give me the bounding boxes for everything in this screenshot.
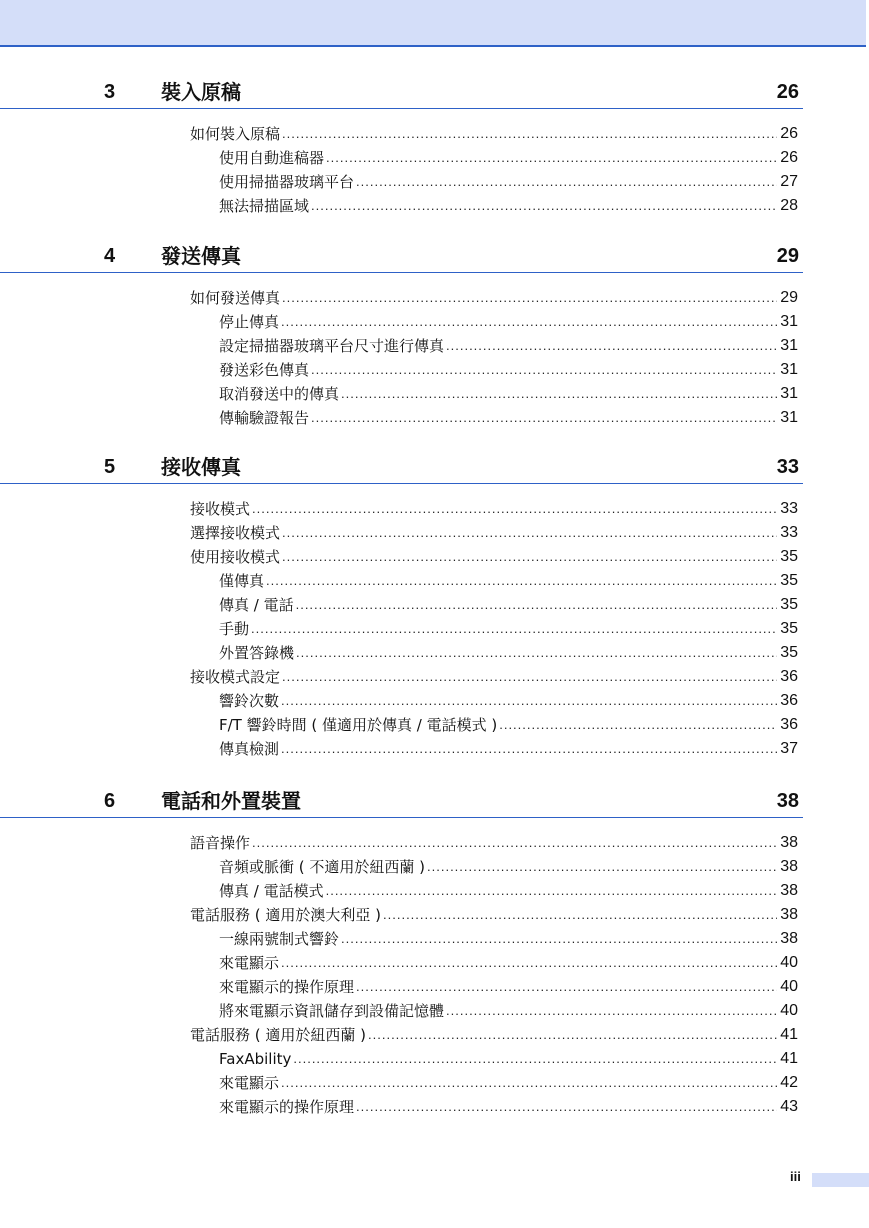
toc-section-entry[interactable] (190, 662, 798, 686)
entry-page-number: 31 (780, 313, 798, 330)
entry-title: 來電顯示的操作原理 (219, 978, 355, 996)
entry-page-number: 28 (780, 197, 798, 214)
entry-page-number: 41 (780, 1050, 798, 1067)
dot-leader (356, 173, 777, 191)
entry-page-number: 38 (780, 858, 798, 875)
entry-page-number: 35 (780, 644, 798, 661)
toc-subsection-entry[interactable] (219, 734, 798, 758)
dot-leader (281, 740, 777, 758)
dot-leader (341, 385, 777, 403)
chapter-number: 4 (104, 245, 116, 267)
entry-page-number: 35 (780, 548, 798, 565)
entry-page-number: 36 (780, 692, 798, 709)
entry-title: 使用掃描器玻璃平台 (219, 173, 355, 191)
entry-title: 使用接收模式 (190, 548, 281, 566)
dot-leader (282, 524, 777, 542)
chapter-title: 電話和外置裝置 (161, 789, 301, 813)
toc-subsection-entry[interactable] (219, 566, 798, 590)
toc-subsection-entry[interactable] (219, 614, 798, 638)
entry-page-number: 40 (780, 1002, 798, 1019)
entry-title: 響鈴次數 (219, 692, 280, 710)
entry-page-number: 33 (780, 500, 798, 517)
dot-leader (499, 716, 777, 734)
dot-leader (281, 1074, 777, 1092)
entry-title: 音頻或脈衝 ( 不適用於紐西蘭 ) (219, 858, 426, 876)
entry-title: 傳真 / 電話模式 (219, 882, 324, 900)
header-band (0, 0, 866, 47)
toc-subsection-entry[interactable] (219, 1068, 798, 1092)
entry-page-number: 36 (780, 716, 798, 733)
entry-page-number: 43 (780, 1098, 798, 1115)
dot-leader (296, 644, 777, 662)
dot-leader (383, 906, 777, 924)
entry-page-number: 38 (780, 930, 798, 947)
toc-section-entry[interactable] (190, 900, 798, 924)
chapter-heading[interactable] (0, 787, 803, 818)
entry-title: 外置答錄機 (219, 644, 295, 662)
entry-title: 電話服務 ( 適用於澳大利亞 ) (190, 906, 382, 924)
dot-leader (296, 596, 778, 614)
chapter-page-number: 26 (776, 81, 799, 103)
entry-title: 手動 (219, 620, 250, 638)
toc-subsection-entry[interactable] (219, 379, 798, 403)
entry-page-number: 26 (780, 149, 798, 166)
dot-leader (311, 197, 777, 215)
toc-subsection-entry[interactable] (219, 307, 798, 331)
toc-subsection-entry[interactable] (219, 331, 798, 355)
dot-leader (427, 858, 777, 876)
entry-page-number: 35 (780, 620, 798, 637)
toc-section-entry[interactable] (190, 494, 798, 518)
dot-leader (266, 572, 777, 590)
entry-title: 來電顯示 (219, 954, 280, 972)
entry-title: 如何裝入原稿 (190, 125, 281, 143)
entry-page-number: 40 (780, 954, 798, 971)
entry-title: 接收模式 (190, 500, 251, 518)
entry-page-number: 35 (780, 572, 798, 589)
toc-subsection-entry[interactable] (219, 852, 798, 876)
chapter-number: 6 (104, 790, 116, 812)
toc-section-entry[interactable] (190, 119, 798, 143)
entry-title: 傳輸驗證報告 (219, 409, 310, 427)
dot-leader (341, 930, 777, 948)
chapter-heading[interactable] (0, 453, 803, 484)
chapter-title: 裝入原稿 (161, 80, 241, 104)
dot-leader (293, 1050, 777, 1068)
toc-subsection-entry[interactable] (219, 143, 798, 167)
dot-leader (282, 125, 777, 143)
entry-title: 取消發送中的傳真 (219, 385, 340, 403)
entry-title: 將來電顯示資訊儲存到設備記憶體 (219, 1002, 445, 1020)
toc-subsection-entry[interactable] (219, 590, 798, 614)
entry-title: FaxAbility (219, 1050, 292, 1068)
entry-page-number: 31 (780, 361, 798, 378)
dot-leader (252, 500, 777, 518)
chapter-title: 發送傳真 (161, 244, 241, 268)
chapter-page-number: 33 (776, 456, 799, 478)
entry-title: 發送彩色傳真 (219, 361, 310, 379)
chapter-heading[interactable] (0, 242, 803, 273)
entry-title: 來電顯示的操作原理 (219, 1098, 355, 1116)
dot-leader (282, 668, 777, 686)
dot-leader (282, 289, 777, 307)
chapter-page-number: 29 (776, 245, 799, 267)
entry-title: 使用自動進稿器 (219, 149, 325, 167)
toc-section-entry[interactable] (190, 283, 798, 307)
entry-page-number: 29 (780, 289, 798, 306)
toc-section-entry[interactable] (190, 828, 798, 852)
dot-leader (251, 620, 777, 638)
entry-title: 選擇接收模式 (190, 524, 281, 542)
page-number: iii (790, 1169, 801, 1184)
entry-page-number: 33 (780, 524, 798, 541)
entry-title: 接收模式設定 (190, 668, 281, 686)
toc-subsection-entry[interactable] (219, 403, 798, 427)
chapter-title: 接收傳真 (161, 455, 241, 479)
dot-leader (368, 1026, 777, 1044)
toc-subsection-entry[interactable] (219, 355, 798, 379)
dot-leader (281, 313, 777, 331)
entry-title: 一線兩號制式響鈴 (219, 930, 340, 948)
entry-title: 設定掃描器玻璃平台尺寸進行傳真 (219, 337, 445, 355)
dot-leader (446, 1002, 777, 1020)
entry-page-number: 31 (780, 385, 798, 402)
toc-subsection-entry[interactable] (219, 972, 798, 996)
dot-leader (326, 149, 777, 167)
entry-page-number: 41 (780, 1026, 798, 1043)
toc-section-entry[interactable] (190, 518, 798, 542)
entry-title: F/T 響鈴時間 ( 僅適用於傳真 / 電話模式 ) (219, 716, 498, 734)
dot-leader (281, 692, 777, 710)
toc-subsection-entry[interactable] (219, 1044, 798, 1068)
dot-leader (281, 954, 777, 972)
toc-subsection-entry[interactable] (219, 686, 798, 710)
entry-title: 如何發送傳真 (190, 289, 281, 307)
entry-page-number: 42 (780, 1074, 798, 1091)
entry-title: 傳真檢測 (219, 740, 280, 758)
entry-title: 僅傳真 (219, 572, 265, 590)
entry-page-number: 38 (780, 906, 798, 923)
entry-page-number: 38 (780, 834, 798, 851)
toc-subsection-entry[interactable] (219, 948, 798, 972)
toc-subsection-entry[interactable] (219, 167, 798, 191)
entry-page-number: 27 (780, 173, 798, 190)
toc-subsection-entry[interactable] (219, 1092, 798, 1116)
entry-page-number: 31 (780, 409, 798, 426)
dot-leader (311, 361, 777, 379)
page-tab-marker (812, 1173, 869, 1187)
dot-leader (356, 978, 777, 996)
entry-page-number: 31 (780, 337, 798, 354)
dot-leader (356, 1098, 777, 1116)
dot-leader (252, 834, 777, 852)
entry-title: 無法掃描區域 (219, 197, 310, 215)
chapter-heading[interactable] (0, 78, 803, 109)
entry-title: 傳真 / 電話 (219, 596, 294, 614)
chapter-number: 3 (104, 81, 116, 103)
entry-title: 來電顯示 (219, 1074, 280, 1092)
entry-page-number: 38 (780, 882, 798, 899)
entry-title: 語音操作 (190, 834, 251, 852)
toc-section-entry[interactable] (190, 542, 798, 566)
entry-page-number: 36 (780, 668, 798, 685)
entry-title: 停止傳真 (219, 313, 280, 331)
entry-page-number: 37 (780, 740, 798, 757)
dot-leader (311, 409, 777, 427)
toc-subsection-entry[interactable] (219, 191, 798, 215)
dot-leader (446, 337, 777, 355)
dot-leader (282, 548, 777, 566)
toc-subsection-entry[interactable] (219, 996, 798, 1020)
entry-page-number: 26 (780, 125, 798, 142)
entry-title: 電話服務 ( 適用於紐西蘭 ) (190, 1026, 367, 1044)
chapter-number: 5 (104, 456, 116, 478)
entry-page-number: 40 (780, 978, 798, 995)
toc-subsection-entry[interactable] (219, 638, 798, 662)
toc-section-entry[interactable] (190, 1020, 798, 1044)
chapter-page-number: 38 (776, 790, 799, 812)
toc-subsection-entry[interactable] (219, 924, 798, 948)
dot-leader (326, 882, 778, 900)
toc-subsection-entry[interactable] (219, 710, 798, 734)
entry-page-number: 35 (780, 596, 798, 613)
toc-subsection-entry[interactable] (219, 876, 798, 900)
